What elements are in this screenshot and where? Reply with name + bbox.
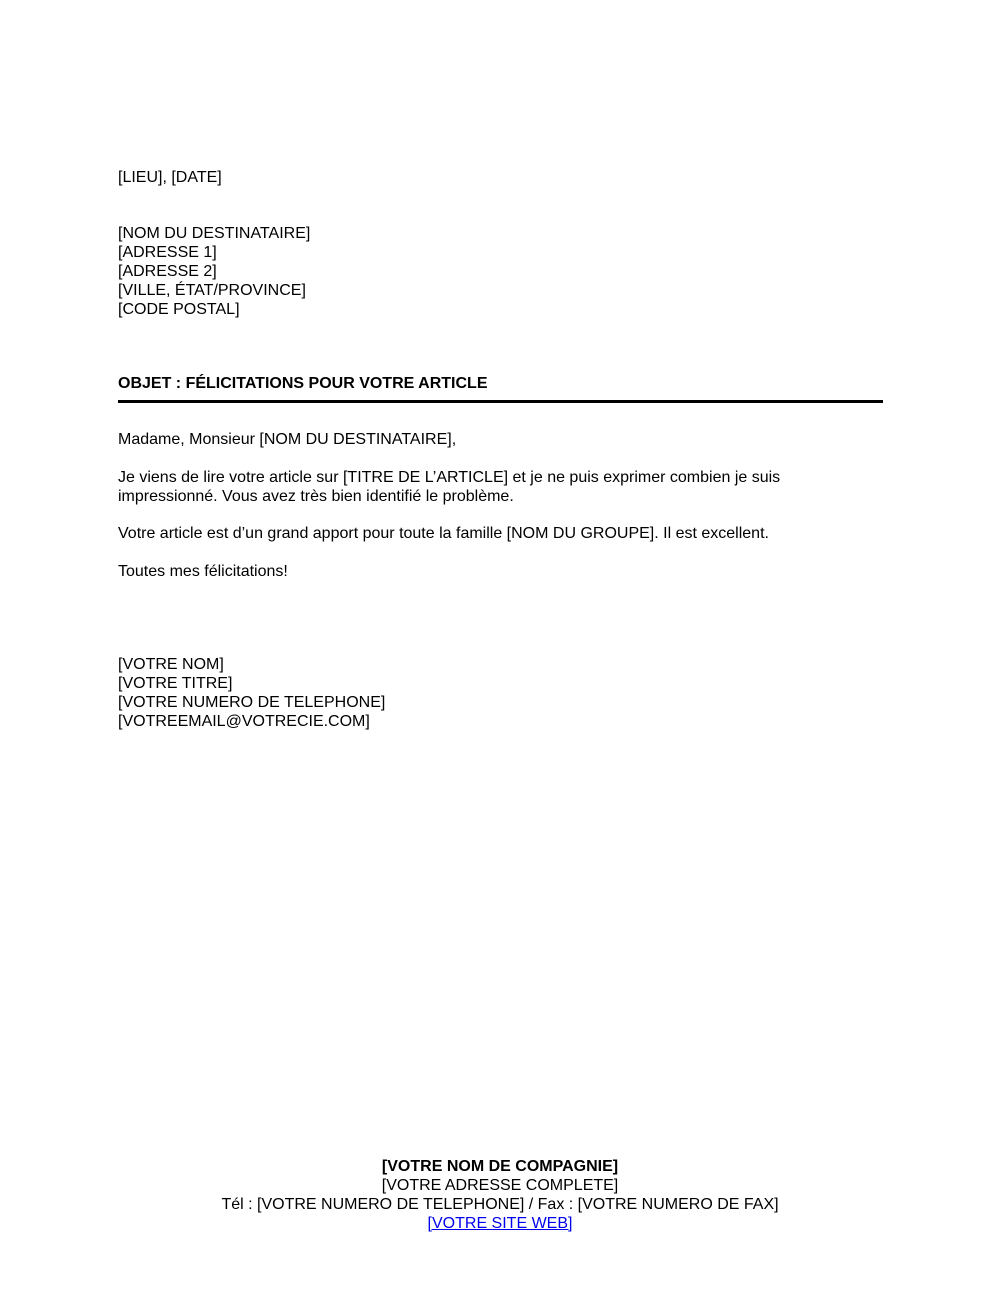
recipient-address1: [ADRESSE 1] — [118, 244, 217, 261]
company-footer — [0, 1157, 1000, 1233]
place-date: [LIEU], [DATE] — [118, 169, 222, 186]
footer-contact: Tél : [VOTRE NUMERO DE TELEPHONE] / Fax : [VOTRE NUMERO DE FAX] — [221, 1196, 779, 1213]
recipient-address2: [ADRESSE 2] — [118, 263, 217, 280]
footer-website-link[interactable]: [VOTRE SITE WEB] — [427, 1215, 573, 1232]
signature-email: [VOTREEMAIL@VOTRECIE.COM] — [118, 713, 370, 730]
paragraph-1 — [118, 468, 780, 506]
subject-line: OBJET : FÉLICITATIONS POUR VOTRE ARTICLE — [118, 375, 488, 392]
signature-name: [VOTRE NOM] — [118, 656, 224, 673]
paragraph-2: Votre article est d’un grand apport pour toute la famille [NOM DU GROUPE]. Il est excellent. — [118, 525, 769, 542]
signature-block — [118, 655, 385, 731]
closing: Toutes mes félicitations! — [118, 563, 288, 580]
signature-title: [VOTRE TITRE] — [118, 675, 233, 692]
paragraph-1-line-2: impressionné. Vous avez très bien identifié le problème. — [118, 488, 514, 505]
footer-company-name: [VOTRE NOM DE COMPAGNIE] — [381, 1158, 619, 1175]
recipient-name: [NOM DU DESTINATAIRE] — [118, 225, 311, 242]
subject-divider — [118, 400, 883, 403]
footer-address: [VOTRE ADRESSE COMPLETE] — [381, 1177, 619, 1194]
salutation: Madame, Monsieur [NOM DU DESTINATAIRE], — [118, 431, 457, 448]
recipient-block — [118, 224, 310, 319]
recipient-city-state: [VILLE, ÉTAT/PROVINCE] — [118, 282, 306, 299]
recipient-postal-code: [CODE POSTAL] — [118, 301, 240, 318]
signature-phone: [VOTRE NUMERO DE TELEPHONE] — [118, 694, 386, 711]
paragraph-1-line-1: Je viens de lire votre article sur [TITRE DE L’ARTICLE] et je ne puis exprimer combien je suis — [118, 469, 781, 486]
